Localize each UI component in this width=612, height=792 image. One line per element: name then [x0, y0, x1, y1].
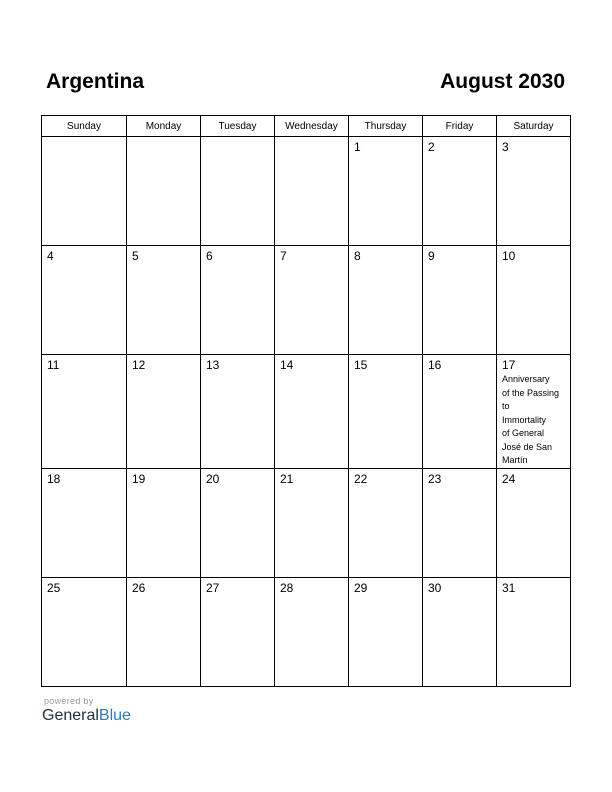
- day-cell: [201, 246, 275, 355]
- day-cell: [275, 355, 349, 469]
- day-number: 23: [428, 471, 442, 486]
- page-title-month: August 2030: [440, 70, 565, 93]
- brand-name-blue: Blue: [98, 707, 131, 724]
- day-cell: [349, 577, 423, 686]
- week-row: [42, 137, 571, 246]
- day-number: 20: [206, 471, 220, 486]
- day-number: 26: [132, 580, 146, 595]
- day-cell-holiday: [497, 355, 571, 469]
- holiday-line: Immortality: [502, 414, 547, 425]
- page-title-country: Argentina: [46, 70, 145, 93]
- weekday-header: Friday: [423, 116, 497, 137]
- day-cell: [349, 468, 423, 577]
- day-number: 6: [206, 249, 213, 263]
- day-cell: [275, 577, 349, 686]
- day-number: 11: [47, 358, 60, 372]
- day-number: 8: [354, 249, 361, 263]
- day-cell: [201, 137, 275, 246]
- brand-name: [42, 707, 131, 725]
- day-cell: [275, 137, 349, 246]
- day-number: 9: [428, 249, 435, 263]
- day-cell: [42, 468, 127, 577]
- day-cell: [42, 246, 127, 355]
- day-cell: [349, 137, 423, 246]
- day-cell: [497, 468, 571, 577]
- day-cell: [349, 246, 423, 355]
- day-cell: [42, 355, 127, 469]
- day-number: 17: [502, 358, 516, 372]
- day-number: 7: [280, 249, 287, 263]
- weekday-header: Saturday: [497, 116, 571, 137]
- day-number: 19: [132, 471, 146, 486]
- day-cell: [423, 137, 497, 246]
- holiday-label: [502, 373, 566, 468]
- day-cell: [497, 137, 571, 246]
- day-cell: [497, 246, 571, 355]
- day-cell: [42, 137, 127, 246]
- holiday-line: to: [502, 401, 510, 411]
- day-number: 29: [354, 580, 368, 595]
- week-row: [42, 355, 571, 469]
- day-number: 15: [354, 358, 368, 372]
- day-cell: [42, 577, 127, 686]
- day-number: 31: [502, 580, 516, 595]
- weekday-header: Wednesday: [275, 116, 349, 137]
- holiday-line: Anniversary: [502, 374, 550, 384]
- day-cell: [127, 468, 201, 577]
- day-number: 25: [47, 580, 61, 595]
- day-number: 30: [428, 580, 442, 595]
- day-number: 1: [354, 140, 361, 154]
- day-cell: [127, 246, 201, 355]
- holiday-line: Martín: [502, 455, 528, 465]
- week-row: [42, 577, 571, 686]
- holiday-line: of General: [502, 428, 545, 438]
- day-number: 4: [47, 249, 54, 263]
- day-cell: [201, 577, 275, 686]
- generalblue-logo[interactable]: [42, 696, 131, 725]
- week-row: [42, 468, 571, 577]
- weekday-header: Thursday: [349, 116, 423, 137]
- powered-by-text: powered by: [44, 696, 94, 706]
- brand-name-general: General: [42, 707, 99, 724]
- day-number: 28: [280, 580, 294, 595]
- day-number: 14: [280, 358, 294, 372]
- weekday-header: Monday: [127, 116, 201, 137]
- day-cell: [275, 468, 349, 577]
- weekday-header: Sunday: [42, 116, 127, 137]
- weekday-header-row: [42, 116, 571, 137]
- day-cell: [127, 355, 201, 469]
- week-row: [42, 246, 571, 355]
- holiday-line: of the Passing: [502, 387, 560, 398]
- day-cell: [423, 246, 497, 355]
- day-number: 27: [206, 580, 220, 595]
- day-number: 2: [428, 140, 435, 154]
- day-cell: [201, 355, 275, 469]
- day-cell: [423, 355, 497, 469]
- day-number: 22: [354, 471, 368, 486]
- weekday-header: Tuesday: [201, 116, 275, 137]
- day-cell: [127, 137, 201, 246]
- day-number: 3: [502, 140, 509, 154]
- holiday-line: José de San: [502, 441, 553, 452]
- day-number: 13: [206, 358, 220, 372]
- calendar-grid: [41, 115, 571, 687]
- day-number: 18: [47, 471, 61, 486]
- day-number: 21: [280, 471, 294, 486]
- day-cell: [423, 577, 497, 686]
- day-cell: [201, 468, 275, 577]
- day-number: 5: [132, 249, 139, 263]
- day-cell: [423, 468, 497, 577]
- day-number: 24: [502, 471, 516, 486]
- day-cell: [349, 355, 423, 469]
- day-number: 16: [428, 358, 442, 372]
- day-number: 10: [502, 249, 516, 263]
- day-cell: [275, 246, 349, 355]
- day-cell: [127, 577, 201, 686]
- day-number: 12: [132, 358, 146, 372]
- day-cell: [497, 577, 571, 686]
